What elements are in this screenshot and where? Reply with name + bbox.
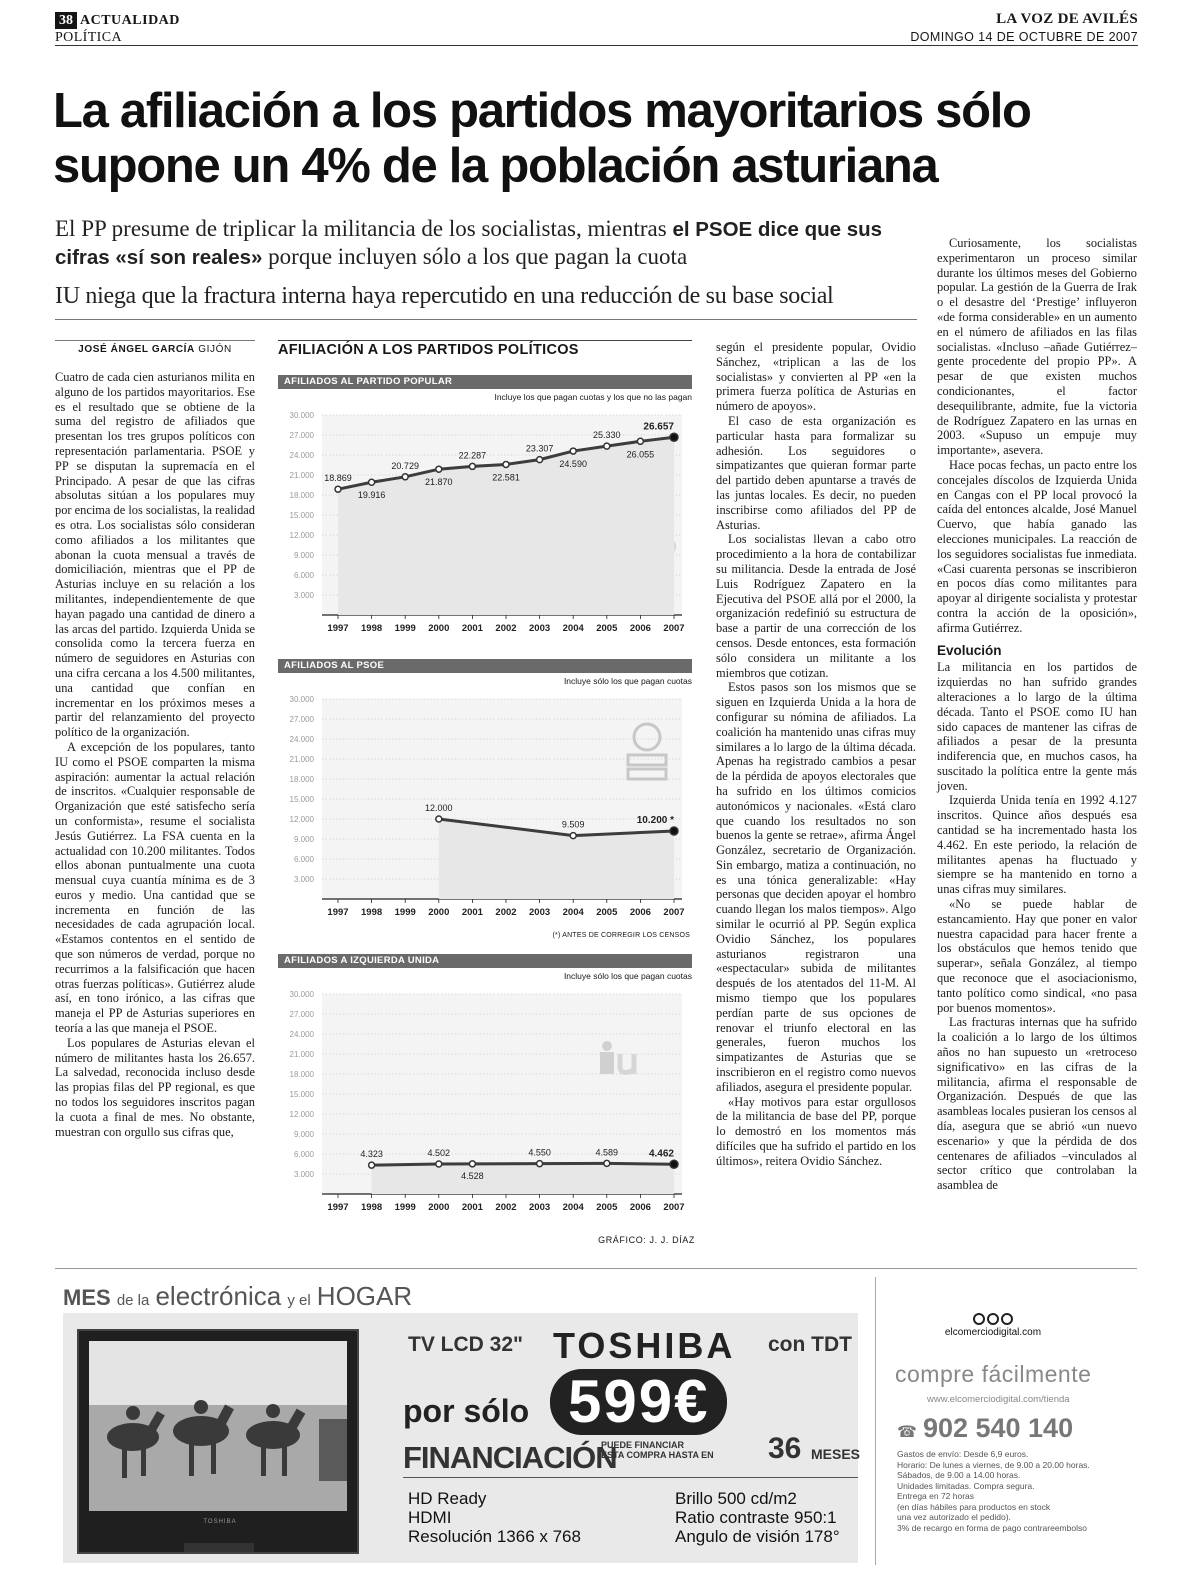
y-tick-label: 3.000 <box>293 875 314 884</box>
ad-detail-line: (en días hábiles para productos en stock <box>897 1501 1051 1512</box>
x-tick-label: 2006 <box>629 907 651 918</box>
article-column-4 <box>937 236 1137 1193</box>
data-label: 24.590 <box>559 459 587 470</box>
ad-spec-item: Ratio contraste 950:1 <box>675 1508 837 1527</box>
chart-section-rule <box>278 340 692 341</box>
data-label: 23.307 <box>525 443 554 454</box>
x-tick-label: 2004 <box>562 1202 584 1213</box>
paragraph: Los populares de Asturias elevan el número de militantes hasta los 26.657. La salvedad, reconocida incluso desde las propias filas del PP regional, es que no todos los seguidores inscritos pagan la cuota a final de mes. No obstante, muestran con orgullo sus cifras que, <box>55 1035 255 1139</box>
chart-iu-note: Incluye sólo los que pagan cuotas <box>563 971 692 981</box>
byline <box>55 340 255 355</box>
ad-fin-line-2: ESTA COMPRA HASTA EN <box>601 1450 714 1460</box>
y-tick-label: 3.000 <box>293 1170 314 1179</box>
ad-product-type: TV LCD 32" <box>408 1333 523 1356</box>
data-point <box>637 438 643 444</box>
x-tick-label: 2006 <box>629 623 651 634</box>
y-tick-label: 18.000 <box>289 775 314 784</box>
paragraph: Hace pocas fechas, un pacto entre los concejales díscolos de Izquierda Unida en Cangas con el PP local provocó la caída del entonces alcalde, José Manuel Cuervo, que había ganado las elecciones municipales. La reacción de los seguidores socialistas fue inmediata. «Casi cuarenta personas se inscribieron en pocos días como militantes para apoyar al dirigente socialista y protestar contra la acción de la oposición», afirma Gutiérrez. <box>937 457 1137 635</box>
x-tick-label: 2007 <box>663 907 685 918</box>
data-label: 19.916 <box>357 490 386 501</box>
horse-race-picture <box>89 1341 347 1511</box>
chart-footnote: (*) ANTES DE CORREGIR LOS CENSOS <box>552 932 690 939</box>
x-tick-label: 1998 <box>361 1202 383 1213</box>
ad-36: 36 <box>768 1432 802 1465</box>
data-point <box>335 486 341 492</box>
chart-psoe <box>278 689 692 929</box>
ad-compre-facilmente: compre fácilmente <box>895 1361 1092 1387</box>
subheadline-1-c: porque incluyen sólo a los que pagan la cuota <box>262 244 688 269</box>
y-tick-label: 21.000 <box>289 755 314 764</box>
data-point <box>402 474 408 480</box>
y-tick-label: 15.000 <box>289 795 314 804</box>
x-tick-label: 2007 <box>663 1202 685 1213</box>
y-tick-label: 9.000 <box>293 551 314 560</box>
ad-site-name: elcomerciodigital.com <box>944 1327 1042 1338</box>
data-label: 9.509 <box>561 819 585 830</box>
x-tick-label: 2003 <box>529 907 551 918</box>
ad-specs-right <box>675 1489 840 1546</box>
paragraph: según el presidente popular, Ovidio Sánchez, «triplican a las de los socialistas» y convierten al PP «en la primera fuerza política de Asturias en número de apoyos». <box>716 340 916 414</box>
ad-site-logo[interactable] <box>923 1313 1063 1338</box>
paragraph: Curiosamente, los socialistas experimentaron un proceso similar durante los últimos meses del Gobierno popular. La gestión de la Guerra de Irak o el desastre del ‘Prestige’ influyeron «de forma considerable» en un aumento en el número de afiliados en las filas socialistas. «Incluso –añade Gutiérrez– gente procedente del propio PP». A pesar de que existen muchos condicionantes, el factor desequilibrante, admite, fue la victoria de Rodríguez Zapatero en las urnas en 2003. «Supuso un empuje muy importante», asevera. <box>937 236 1137 458</box>
ad-shop-url[interactable]: www.elcomerciodigital.com/tienda <box>927 1394 1070 1405</box>
x-tick-label: 2001 <box>461 623 483 634</box>
data-point <box>436 816 442 822</box>
subheadline-2: IU niega que la fractura interna haya repercutido en una reducción de su base social <box>55 283 834 309</box>
ad-mes-de-la: de la <box>116 1292 150 1309</box>
subheadline-1-bold: el PSOE dice que sus cifras «sí son reales» <box>55 218 883 269</box>
data-point <box>570 448 576 454</box>
paragraph: «Hay motivos para estar orgullosos de la militancia de base del PP, porque lo demostró en los momentos más difíciles que ha sufrido el partido en los últimos», reitera Ovidio Sánchez. <box>716 1094 916 1168</box>
ad-financiacion-rule <box>403 1477 858 1478</box>
newspaper-name: LA VOZ DE AVILÉS <box>996 11 1138 27</box>
y-tick-label: 9.000 <box>293 835 314 844</box>
y-tick-label: 24.000 <box>289 1030 314 1039</box>
y-tick-label: 6.000 <box>293 571 314 580</box>
ad-mes-hogar: HOGAR <box>316 1281 413 1311</box>
byline-author: JOSÉ ÁNGEL GARCÍA <box>78 344 195 355</box>
article-column-1 <box>55 370 255 1139</box>
issue-date: DOMINGO 14 DE OCTUBRE DE 2007 <box>910 30 1138 44</box>
y-tick-label: 12.000 <box>289 1110 314 1119</box>
x-tick-label: 2003 <box>529 623 551 634</box>
iu-logo-dot <box>602 1041 612 1051</box>
y-tick-label: 30.000 <box>289 990 314 999</box>
ad-phone-number: 902 540 140 <box>922 1413 1074 1443</box>
paragraph: «No se puede hablar de estancamiento. Hay que poner en valor nuestra capacidad para hacer frente a los obstáculos que hemos tenido que superar», señala González, al tiempo que reconoce que el asociacionismo, tanto político como sindical, «no pasa por buenos momentos». <box>937 897 1137 1015</box>
data-label: 4.550 <box>528 1147 551 1158</box>
data-label: 10.200 * <box>636 815 674 826</box>
x-tick-label: 2001 <box>461 907 483 918</box>
data-point <box>537 1161 543 1167</box>
data-label: 20.729 <box>391 460 419 471</box>
data-point <box>436 1161 442 1167</box>
tv-screen <box>89 1341 347 1511</box>
paragraph: La militancia en los partidos de izquierdas no han sufrido grandes alteraciones a lo largo de la última década. Tanto el PSOE como IU han sido capaces de mantener las cifras de afiliados a pesar de la presunta indiferencia que, en muchos casos, ha suscitado la política entre la gente más joven. <box>937 660 1137 793</box>
x-tick-label: 1997 <box>327 623 349 634</box>
y-tick-label: 27.000 <box>289 715 314 724</box>
paragraph: Estos pasos son los mismos que se siguen en Izquierda Unida a la hora de configurar su nómina de afiliados. La coalición ha mantenido unas cifras muy similares a lo largo de la última década. Apenas ha registrado cambios a pesar de la pérdida de apoyos electorales que ha sufrido en los últimos comicios autonómicos y nacionales. «Está claro que cuando los resultados no son buenos la gente se retrae», afirma Ángel González, secretario de Organización. Sin embargo, matiza a continuación, no es una tónica generalizable: «Hay personas que deciden apoyar el hombro cuando llegan los malos tiempos». Algo similar le ocurrió al PP. Según explica Ovidio Sánchez, los populares asturianos registraron una «espectacular» subida de militantes después de los atentados del 11-M. Al mismo tiempo que los populares perdían parte de sus opciones de renovar el triunfo electoral en las generales, fueron muchos los simpatizantes de Asturias que se inscribieron en el registro como nuevos afiliados, asegura el presidente popular. <box>716 680 916 1094</box>
paragraph: Cuatro de cada cien asturianos milita en alguno de los partidos mayoritarios. Ese es el resultado que se obtiene de la suma del registro de afiliados que presentan los tres grupos políticos con representación parlamentaria. PSOE y PP se disputan la supremacía en el Principado. A pesar de que las cifras absolutas sitúan a los populares muy por encima de los socialistas, la realidad es otra. Los socialistas sólo consideran como afiliados a los militantes que abonan la cuota mensual a través de domiciliación, mientras que el PP de Asturias incluye en su relación a los militantes, independientemente de que hayan pagado una cantidad de dinero a las arcas del partido. Izquierda Unida se consolida como la tercera fuerza en número de seguidores en Asturias con una cifra cercana a los 4.500 militantes, una cantidad que confían en incrementar en los próximos meses a partir del relanzamiento del proyecto político de la organización. <box>55 370 255 740</box>
ad-mes-word: MES <box>63 1285 111 1310</box>
x-tick-label: 1999 <box>394 907 416 918</box>
subheadline-1-a: El PP presume de triplicar la militancia de los socialistas, mientras <box>55 216 673 241</box>
data-point <box>469 1161 475 1167</box>
x-tick-label: 1999 <box>394 1202 416 1213</box>
y-tick-label: 12.000 <box>289 815 314 824</box>
y-tick-label: 27.000 <box>289 1010 314 1019</box>
data-label: 26.055 <box>626 449 655 460</box>
y-tick-label: 21.000 <box>289 471 314 480</box>
subheadline-1 <box>55 215 917 271</box>
ad-detail-line: Entrega en 72 horas <box>897 1491 975 1501</box>
data-point <box>369 479 375 485</box>
data-label: 26.657 <box>643 421 674 433</box>
paragraph: El caso de esta organización es particular hasta para formalizar su adhesión. Los seguidores o simpatizantes que quieran formar parte del partido deben apuntarse a través de las juntas locales. Es decir, no pueden inscribirse como afiliados del PP de Asturias. <box>716 413 916 532</box>
y-tick-label: 30.000 <box>289 695 314 704</box>
chart-credit: GRÁFICO: J. J. DÍAZ <box>598 1235 695 1245</box>
data-point <box>469 463 475 469</box>
ad-detail-line: una vez autorizado el pedido). <box>897 1512 1011 1522</box>
x-tick-label: 1997 <box>327 1202 349 1213</box>
x-tick-label: 2000 <box>428 907 450 918</box>
data-label: 4.528 <box>461 1170 484 1181</box>
ad-phone[interactable] <box>897 1413 1073 1444</box>
header-rule <box>55 45 1138 46</box>
tv-brand-label: TOSHIBA <box>203 1519 237 1525</box>
series-line <box>372 1163 674 1165</box>
chart-pp-title: AFILIADOS AL PARTIDO POPULAR <box>278 375 692 389</box>
ad-price: 599€ <box>550 1369 727 1435</box>
data-label: 22.287 <box>458 450 487 461</box>
iu-logo-icon <box>600 1052 614 1074</box>
ad-mes-electronica: electrónica <box>155 1281 282 1311</box>
data-label: 18.869 <box>324 473 352 484</box>
data-label: 4.323 <box>360 1149 383 1160</box>
ad-spec-item: Angulo de visión 178° <box>675 1527 840 1546</box>
x-tick-label: 2003 <box>529 1202 551 1213</box>
data-label: 22.581 <box>492 472 520 483</box>
ad-detail-line: Unidades limitadas. Compra segura. <box>897 1480 1035 1491</box>
ad-por-solo: por sólo <box>403 1393 530 1429</box>
section-heading-evolucion: Evolución <box>937 642 1002 658</box>
ad-tdt: con TDT <box>768 1333 852 1356</box>
x-tick-label: 2001 <box>461 1202 483 1213</box>
x-tick-label: 2002 <box>495 623 517 634</box>
x-tick-label: 2006 <box>629 1202 651 1213</box>
ad-financiacion-detail <box>601 1440 714 1460</box>
ad-offer-panel <box>63 1313 861 1563</box>
ad-detail-line: Sábados, de 9.00 a 14.00 horas. <box>897 1470 1021 1480</box>
ad-detail-line: Gastos de envío: Desde 6,9 euros. <box>897 1449 1029 1459</box>
headline: La afiliación a los partidos mayoritarios sólo supone un 4% de la población asturiana <box>53 84 1031 193</box>
ad-fin-line-1: PUEDE FINANCIAR <box>601 1440 685 1450</box>
y-tick-label: 27.000 <box>289 431 314 440</box>
x-tick-label: 1997 <box>327 907 349 918</box>
paragraph: Los socialistas llevan a cabo otro procedimiento a la hora de contabilizar su militancia. Desde la entrada de José Luis Rodríguez Zapatero en la Ejecutiva del PSOE allá por el 2000, la organización redefinió su estructura de base a partir de una corrección de los censos. Desde entonces, esta formación sólo considera un militante a los miembros que cotizan. <box>716 532 916 680</box>
ad-brand: TOSHIBA <box>553 1325 736 1366</box>
page-number: 38 <box>55 12 77 29</box>
y-tick-label: 15.000 <box>289 1090 314 1099</box>
y-tick-label: 15.000 <box>289 511 314 520</box>
ad-detail-line: Horario: De lunes a viernes, de 9.00 a 20.00 horas. <box>897 1459 1090 1470</box>
x-tick-label: 2002 <box>495 1202 517 1213</box>
chart-iu-title: AFILIADOS A IZQUIERDA UNIDA <box>278 954 692 968</box>
y-tick-label: 30.000 <box>289 411 314 420</box>
chart-psoe-title: AFILIADOS AL PSOE <box>278 659 692 673</box>
data-label: 4.502 <box>427 1147 451 1158</box>
data-label: 21.870 <box>425 477 453 488</box>
ad-spec-item: Resolución 1366 x 768 <box>408 1527 581 1546</box>
data-point <box>369 1162 375 1168</box>
phone-icon: ☎ <box>897 1424 917 1441</box>
subsection-name: POLÍTICA <box>55 30 122 45</box>
y-tick-label: 24.000 <box>289 451 314 460</box>
ad-campaign-title <box>63 1281 412 1312</box>
data-point <box>670 1160 678 1168</box>
x-tick-label: 2004 <box>562 623 584 634</box>
y-tick-label: 18.000 <box>289 1070 314 1079</box>
ad-spec-item: Brillo 500 cd/m2 <box>675 1489 797 1508</box>
ad-specs-left <box>408 1489 581 1546</box>
ad-meses: MESES <box>811 1446 861 1462</box>
article-column-3 <box>716 340 916 1169</box>
paragraph: Izquierda Unida tenía en 1992 4.127 inscritos. Quince años después esa cantidad se ha incrementado hasta los 4.462. En este periodo, la relación de militantes apenas ha fluctuado y siempre se ha mantenido en torno a unas cifras muy similares. <box>937 793 1137 897</box>
chart-iu <box>278 984 692 1224</box>
x-tick-label: 2000 <box>428 623 450 634</box>
ad-spec-item: HD Ready <box>408 1489 487 1508</box>
y-tick-label: 6.000 <box>293 855 314 864</box>
x-tick-label: 2004 <box>562 907 584 918</box>
data-point <box>670 827 678 835</box>
paragraph: Las fracturas internas que ha sufrido la coalición a lo largo de los últimos años no han supuesto un «retroceso significativo» en las cifras de la militancia, afirma el responsable de Organización. Después de que las asambleas locales pusieran los censos al día, asegura que se abrió «un nuevo escenario» y que la pérdida de dos centenares de afiliados –vinculados al sector crítico que controlaban la asamblea de <box>937 1015 1137 1193</box>
page-header-left <box>55 11 455 46</box>
x-tick-label: 2005 <box>596 907 618 918</box>
data-point <box>570 833 576 839</box>
chart-psoe-note: Incluye sólo los que pagan cuotas <box>563 676 692 686</box>
data-label: 25.330 <box>593 430 621 441</box>
ad-detail-line: 3% de recargo en forma de pago contrareembolso <box>897 1522 1087 1533</box>
x-tick-label: 2000 <box>428 1202 450 1213</box>
data-point <box>436 466 442 472</box>
data-point <box>604 1160 610 1166</box>
ad-spec-item: HDMI <box>408 1508 452 1527</box>
page-header-right <box>910 11 1138 44</box>
y-tick-label: 18.000 <box>289 491 314 500</box>
data-point <box>537 457 543 463</box>
tv-image <box>77 1329 359 1554</box>
data-label: 12.000 <box>425 803 453 813</box>
ad-mes-y-el: y el <box>287 1292 311 1309</box>
y-tick-label: 6.000 <box>293 1150 314 1159</box>
x-tick-label: 2005 <box>596 1202 618 1213</box>
ad-shipping-details <box>897 1449 1137 1533</box>
x-tick-label: 2005 <box>596 623 618 634</box>
y-tick-label: 9.000 <box>293 1130 314 1139</box>
x-tick-label: 1998 <box>361 907 383 918</box>
data-label: 4.462 <box>648 1148 674 1160</box>
x-tick-label: 1999 <box>394 623 416 634</box>
section-name: ACTUALIDAD <box>80 13 180 28</box>
x-tick-label: 2002 <box>495 907 517 918</box>
ad-divider <box>875 1277 876 1565</box>
paragraph: A excepción de los populares, tanto IU como el PSOE comparten la misma aspiración: aumentar la actual relación de inscritos. «Cualquier responsable de Organización que esté satisfecho sería un conformista», resume el socialista Jesús Gutiérrez. La FSA cuenta en la actualidad con 10.200 militantes. Todos ellos abonan puntualmente una cuota mensual cuya cuantía mínima es de 3 euros y medio. Una cantidad que se incrementa en función de las necesidades de cada agrupación local. «Estamos contentos en el sentido de que son números de verdad, porque no recurrimos a la falsificación que hacen otras fuerzas políticas». Gutiérrez alude así, en tono irónico, a las cifras que maneja el PP de Asturias superiores en teoría a las que maneja el PSOE. <box>55 739 255 1036</box>
data-label: 4.589 <box>595 1147 619 1158</box>
ecd-logo-icon <box>923 1313 1063 1325</box>
x-tick-label: 1998 <box>361 623 383 634</box>
subheadline-rule <box>55 319 917 320</box>
y-tick-label: 24.000 <box>289 735 314 744</box>
ad-financiacion: FINANCIACIÓN <box>403 1440 617 1475</box>
byline-place: GIJÓN <box>198 344 232 355</box>
data-point <box>503 461 509 467</box>
chart-pp <box>278 405 692 645</box>
chart-section-title: AFILIACIÓN A LOS PARTIDOS POLÍTICOS <box>278 342 579 358</box>
tv-stand <box>184 1543 254 1552</box>
chart-pp-note: Incluye los que pagan cuotas y los que no las pagan <box>494 392 692 402</box>
y-tick-label: 12.000 <box>289 531 314 540</box>
y-tick-label: 3.000 <box>293 591 314 600</box>
data-point <box>604 443 610 449</box>
series-area <box>372 1163 674 1194</box>
data-point <box>670 433 678 441</box>
y-tick-label: 21.000 <box>289 1050 314 1059</box>
x-tick-label: 2007 <box>663 623 685 634</box>
advertisement[interactable] <box>55 1268 1137 1568</box>
